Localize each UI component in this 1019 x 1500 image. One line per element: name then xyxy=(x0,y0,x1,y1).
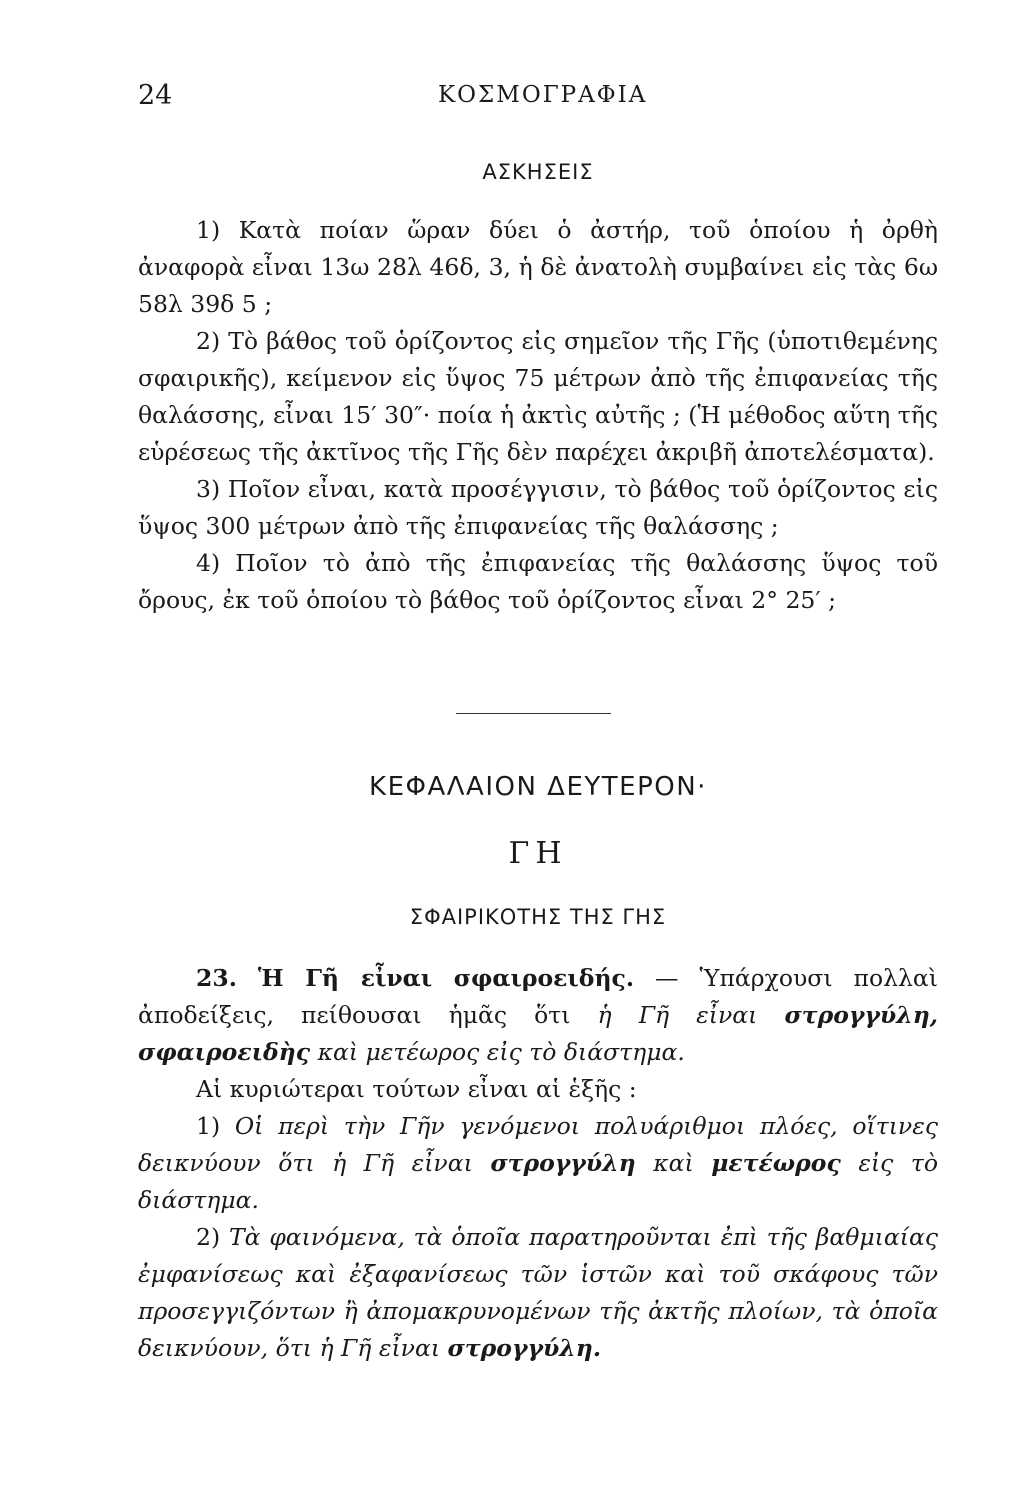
exercise-item-1: 1) Κατὰ ποίαν ὥραν δύει ὁ ἀστήρ, τοῦ ὁποίου ἡ ὀρθὴ ἀναφορὰ εἶναι 13ω 28λ 46δ, 3, ἡ δὲ ἀνατολὴ συμβαίνει εἰς τὰς 6ω 58λ 39δ 5 ; xyxy=(138,216,938,318)
paragraph-italic-2: καὶ μετέωρος εἰς τὸ διάστημα. xyxy=(317,1038,685,1066)
proof-2-bold: στρογγύλη. xyxy=(447,1334,602,1362)
proof-1-bold-b: μετέωρος xyxy=(711,1149,841,1177)
exercises-list xyxy=(138,212,938,619)
proof-1-text-b: καὶ xyxy=(653,1149,694,1177)
section-title: ΣΦΑΙΡΙΚΟΤΗΣ ΤΗΣ ΓΗΣ xyxy=(409,905,667,929)
paragraph-bold-italic-1: στρογγύλη, σφαιροειδὴς xyxy=(138,1001,938,1066)
page-header xyxy=(138,80,938,120)
proof-1-number: 1) xyxy=(196,1112,221,1140)
paragraph-italic-1: ἡ Γῆ εἶναι xyxy=(597,1001,758,1029)
chapter-title: ΚΕΦΑΛΑΙΟΝ ΔΕΥΤΕΡΟΝ· xyxy=(369,772,707,802)
proof-2 xyxy=(138,1219,938,1367)
paragraph-text: Ὑπάρχουσι πολλαὶ ἀποδείξεις, πείθουσαι ἡμᾶς ὅτι xyxy=(138,964,938,1029)
paragraph-number: 23. xyxy=(196,964,237,992)
proof-1 xyxy=(138,1108,938,1219)
exercise-item-3: 3) Ποῖον εἶναι, κατὰ προσέγγισιν, τὸ βάθος τοῦ ὁρίζοντος εἰς ὕψος 300 μέτρων ἀπὸ τῆς ἐπιφανείας τῆς θαλάσσης ; xyxy=(138,475,938,540)
paragraph-23 xyxy=(138,960,938,1367)
exercise-item-2: 2) Τὸ βάθος τοῦ ὁρίζοντος εἰς σημεῖον τῆς Γῆς (ὑποτιθεμένης σφαιρικῆς), κείμενον εἰς ὕψος 75 μέτρων ἀπὸ τῆς ἐπιφανείας τῆς θαλάσσης, εἶναι 15′ 30″· ποία ἡ ἀκτὶς αὐτῆς ; (Ἡ μέθοδος αὕτη τῆς εὑρέσεως τῆς ἀκτῖνος τῆς Γῆς δὲν παρέχει ἀκριβῆ ἀποτελέσματα). xyxy=(138,327,938,466)
proof-1-text-a: Οἱ περὶ τὴν Γῆν γενόμενοι πολυάριθμοι πλόες, οἵτινες δεικνύουν ὅτι ἡ Γῆ εἶναι xyxy=(138,1112,938,1177)
section-divider xyxy=(456,713,611,714)
proof-1-text-c: εἰς τὸ διάστημα. xyxy=(138,1149,938,1214)
exercise-item-4: 4) Ποῖον τὸ ἀπὸ τῆς ἐπιφανείας τῆς θαλάσσης ὕψος τοῦ ὄρους, ἐκ τοῦ ὁποίου τὸ βάθος τοῦ ὁρίζοντος εἶναι 2° 25′ ; xyxy=(138,549,938,614)
paragraph-title: Ἡ Γῆ εἶναι σφαιροειδής. xyxy=(257,964,635,992)
chapter-subject: ΓΗ xyxy=(508,836,568,871)
page-number: 24 xyxy=(138,80,173,111)
paragraph-23-intro xyxy=(138,960,938,1071)
proof-2-text: Τὰ φαινόμενα, τὰ ὁποῖα παρατηροῦνται ἐπὶ τῆς βαθμιαίας ἐμφανίσεως καὶ ἐξαφανίσεως τῶν ἱστῶν καὶ τοῦ σκάφους τῶν προσεγγιζόντων ἢ ἀπομακρυνομένων τῆς ἀκτῆς πλοίων, τὰ ὁποῖα δεικνύουν, ὅτι ἡ Γῆ εἶναι xyxy=(138,1223,938,1362)
proof-1-bold-a: στρογγύλη xyxy=(490,1149,636,1177)
exercises-heading: ΑΣΚΗΣΕΙΣ xyxy=(482,160,594,184)
title-dash: — xyxy=(655,964,679,992)
proofs-intro: Αἱ κυριώτεραι τούτων εἶναι αἱ ἑξῆς : xyxy=(196,1075,637,1103)
proof-2-number: 2) xyxy=(196,1223,221,1251)
running-title: ΚΟΣΜΟΓΡΑΦΙΑ xyxy=(438,82,648,108)
